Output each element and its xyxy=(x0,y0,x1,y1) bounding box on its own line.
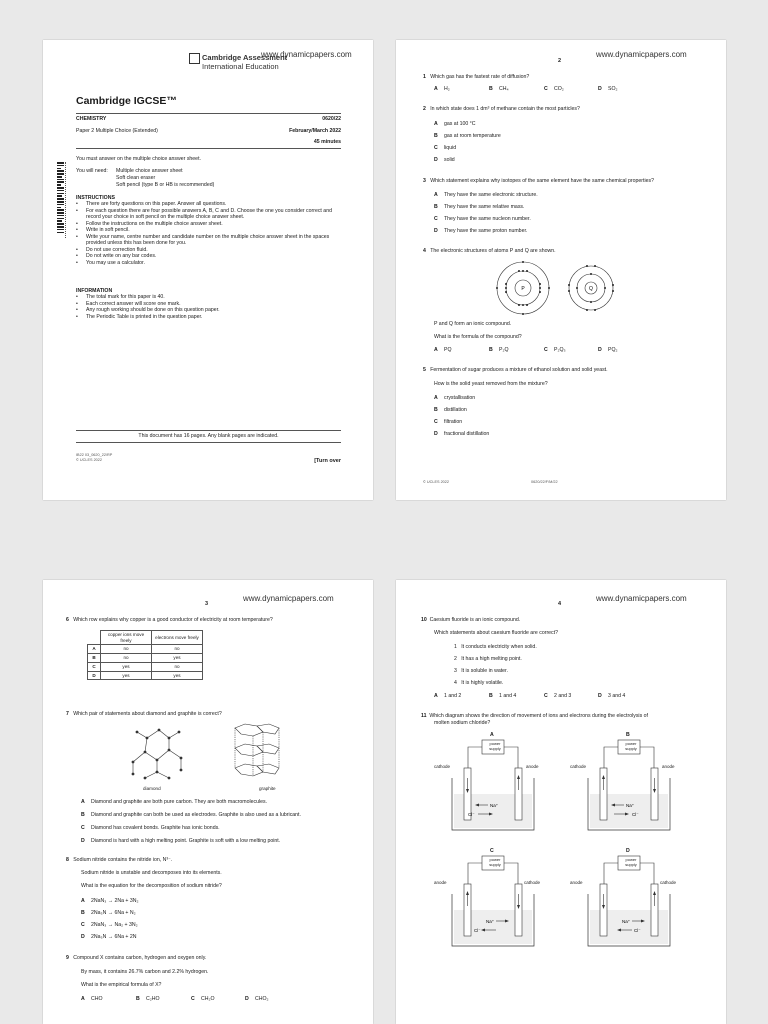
q10-question: Which statements about caesium fluoride are correct? xyxy=(434,630,558,636)
question-7: 7 Which pair of statements about diamond and graphite is correct? xyxy=(66,711,222,717)
q9-line: By mass, it contains 26.7% carbon and 2.2% hydrogen. xyxy=(81,969,209,975)
carbon-structures xyxy=(123,722,303,784)
option-d: D They have the same proton number. xyxy=(434,228,528,234)
org-line-1: Cambridge Assessment xyxy=(202,53,288,62)
table-row: A no no xyxy=(88,645,203,654)
q5-question: How is the solid yeast removed from the mixture? xyxy=(434,381,548,387)
statement: 1 It conducts electricity when solid. xyxy=(454,644,537,650)
electrolysis-diagram-c xyxy=(434,848,548,958)
question-11: 11 Which diagram shows the direction of movement of ions and electrons during the electrolysis of xyxy=(421,713,648,719)
atom-diagrams xyxy=(491,258,621,318)
shield-icon xyxy=(189,53,200,64)
instructions-list xyxy=(76,201,346,266)
need-label: You will need: xyxy=(76,168,108,174)
option-d: D CHO₂ xyxy=(245,996,269,1002)
session: February/March 2022 xyxy=(289,128,341,134)
paper-title: Paper 2 Multiple Choice (Extended) xyxy=(76,128,158,134)
footer-copyright: © UCLES 2022 xyxy=(76,458,103,462)
diagram-label: C xyxy=(490,848,494,854)
page-1 xyxy=(43,40,373,500)
electrode-label-left: cathode xyxy=(434,764,451,769)
footer-copyright: © UCLES 2022 xyxy=(423,480,450,484)
exam-title: Cambridge IGCSE™ xyxy=(76,95,177,107)
watermark: www.dynamicpapers.com xyxy=(596,594,687,603)
option-b: B gas at room temperature xyxy=(434,133,501,139)
option-d: D fractional distillation xyxy=(434,431,490,437)
option-a: A crystallisation xyxy=(434,395,476,401)
question-6: 6 Which row explains why copper is a good conductor of electricity at room temperature? xyxy=(66,617,273,623)
option-a: A Diamond and graphite are both pure carbon. They are both macromolecules. xyxy=(81,799,268,805)
atom-q-diagram xyxy=(568,265,614,311)
na-ion-label: Na⁺ xyxy=(622,919,631,924)
divider xyxy=(76,148,341,149)
footer-code: 0620/22/F/M/22 xyxy=(531,480,558,484)
diagram-label: A xyxy=(490,732,494,738)
option-a: A CHO xyxy=(81,996,103,1002)
divider xyxy=(76,430,341,431)
table-header: electrons move freely xyxy=(152,631,203,645)
option-a: A They have the same electronic structure. xyxy=(434,192,538,198)
footer-code: IB22 03_0620_22/RP xyxy=(76,453,113,457)
option-a: A PQ xyxy=(434,347,452,353)
option-c: C 2 and 3 xyxy=(544,693,572,699)
table-row: B no yes xyxy=(88,654,203,663)
need-item: Multiple choice answer sheet xyxy=(116,168,183,174)
electrode-label-right: cathode xyxy=(524,880,541,885)
electrode-label-right: cathode xyxy=(660,880,677,885)
need-item: Soft clean eraser xyxy=(116,175,156,181)
electrolysis-cell xyxy=(438,738,548,838)
graphite-label: graphite xyxy=(259,786,276,791)
information-item: • The total mark for this paper is 40. xyxy=(76,294,346,301)
question-10: 10 Caesium fluoride is an ionic compound. xyxy=(421,617,521,623)
question-2: 2 In which state does 1 dm³ of methane contain the most particles? xyxy=(423,106,580,112)
cl-ion-label: Cl⁻ xyxy=(474,928,481,933)
table-header: copper ions move freely xyxy=(101,631,152,645)
option-d: D 2Na₃N → 6Na + 2N xyxy=(81,934,137,940)
statement: 3 It is soluble in water. xyxy=(454,668,508,674)
instruction-item: • For each question there are four possible answers A, B, C and D. Choose the one you consider correct and record your choice in soft pencil on the multiple choice answer sheet. xyxy=(76,208,346,221)
option-c: C They have the same nucleon number. xyxy=(434,216,531,222)
diamond-label: diamond xyxy=(143,786,161,791)
org-line-2: International Education xyxy=(202,62,279,71)
information-item: • The Periodic Table is printed in the question paper. xyxy=(76,314,346,321)
q8-question: What is the equation for the decomposition of sodium nitride? xyxy=(81,883,222,889)
question-5: 5 Fermentation of sugar produces a mixture of ethanol solution and solid yeast. xyxy=(423,367,608,373)
watermark: www.dynamicpapers.com xyxy=(243,594,334,603)
diamond-structure xyxy=(132,729,182,779)
electrode-label-right: anode xyxy=(526,764,539,769)
option-b: B 2Na₃N → 6Na + N₂ xyxy=(81,910,136,916)
divider xyxy=(76,442,341,443)
atom-q-label: Q xyxy=(589,286,593,292)
na-ion-label: Na⁺ xyxy=(626,803,635,808)
instruction-item: • Write your name, centre number and candidate number on the multiple choice answer sheet in the spaces provided unless this has been done for you. xyxy=(76,234,346,247)
instruction-item: • Do not write on any bar codes. xyxy=(76,253,346,260)
instruction-item: • Write in soft pencil. xyxy=(76,227,346,234)
subject: CHEMISTRY xyxy=(76,116,107,122)
option-d: D solid xyxy=(434,157,455,163)
pages-note: This document has 16 pages. Any blank pages are indicated. xyxy=(138,433,279,439)
option-d: D SO₂ xyxy=(598,86,618,92)
power-supply-label: power supply xyxy=(489,857,501,867)
electrode-label-right: anode xyxy=(662,764,675,769)
option-b: B CH₄ xyxy=(489,86,509,92)
option-b: B 1 and 4 xyxy=(489,693,517,699)
power-supply-label: power supply xyxy=(489,741,501,751)
page-number: 4 xyxy=(558,601,562,607)
option-b: B P₂Q xyxy=(489,347,509,353)
need-item: Soft pencil (type B or HB is recommended) xyxy=(116,182,215,188)
electrode-label-left: cathode xyxy=(570,764,587,769)
atom-p-label: P xyxy=(521,286,525,292)
barcode xyxy=(57,162,64,234)
page-number: 2 xyxy=(558,58,562,64)
option-d: D Diamond is hard with a high melting point. Graphite is soft with a low melting point. xyxy=(81,838,281,844)
information-item: • Any rough working should be done on this question paper. xyxy=(76,307,346,314)
question-11-cont: molten sodium chloride? xyxy=(434,720,491,726)
graphite-structure xyxy=(235,724,279,776)
instruction-item: • There are forty questions on this paper. Answer all questions. xyxy=(76,201,346,208)
electrolysis-cell xyxy=(574,738,684,838)
diagram-label: B xyxy=(626,732,630,738)
cl-ion-label: Cl⁻ xyxy=(634,928,641,933)
electrolysis-cell xyxy=(438,854,548,954)
instruction-item: • Follow the instructions on the multiple choice answer sheet. xyxy=(76,221,346,228)
divider xyxy=(76,113,341,114)
q8-line: Sodium nitride is unstable and decomposes into its elements. xyxy=(81,870,222,876)
page-number: 3 xyxy=(205,601,209,607)
electrolysis-diagram-d xyxy=(570,848,684,958)
option-a: A H₂ xyxy=(434,86,450,92)
electrode-label-left: anode xyxy=(434,880,447,885)
table-row: C yes no xyxy=(88,662,203,671)
statement: 2 It has a high melting point. xyxy=(454,656,522,662)
duration: 45 minutes xyxy=(313,139,341,145)
question-3: 3 Which statement explains why isotopes of the same element have the same chemical properties? xyxy=(423,178,654,184)
option-c: C CO₂ xyxy=(544,86,564,92)
cl-ion-label: Cl⁻ xyxy=(632,812,639,817)
barcode-numbers xyxy=(65,162,68,238)
option-a: A 2NaN₃ → 2Na + 3N₂ xyxy=(81,898,139,904)
diagram-label: D xyxy=(626,848,630,854)
question-8: 8 Sodium nitride contains the nitride ion, N³⁻. xyxy=(66,857,173,863)
page-3 xyxy=(43,580,373,1024)
information-title: INFORMATION xyxy=(76,288,113,294)
option-d: D PQ₂ xyxy=(598,347,618,353)
q4-question: What is the formula of the compound? xyxy=(434,334,522,340)
cl-ion-label: Cl⁻ xyxy=(468,812,475,817)
na-ion-label: Na⁺ xyxy=(490,803,499,808)
question-9: 9 Compound X contains carbon, hydrogen and oxygen only. xyxy=(66,955,207,961)
q6-table xyxy=(87,630,203,680)
power-supply-label: power supply xyxy=(625,741,637,751)
statement: 4 It is highly volatile. xyxy=(454,680,504,686)
information-item: • Each correct answer will score one mark. xyxy=(76,301,346,308)
table-row: D yes yes xyxy=(88,671,203,680)
instruction-item: • You may use a calculator. xyxy=(76,260,346,267)
instructions-title: INSTRUCTIONS xyxy=(76,195,115,201)
option-d: D 3 and 4 xyxy=(598,693,626,699)
watermark: www.dynamicpapers.com xyxy=(261,50,352,59)
electrolysis-diagram-b xyxy=(570,732,684,842)
option-c: C filtration xyxy=(434,419,463,425)
question-1: 1 Which gas has the fastest rate of diffusion? xyxy=(423,74,530,80)
turn-over: [Turn over xyxy=(314,458,341,464)
option-c: C 2NaN₃ → Na₂ + 3N₂ xyxy=(81,922,138,928)
information-list xyxy=(76,294,346,320)
option-c: C P₂Q₃ xyxy=(544,347,566,353)
q4-statement: P and Q form an ionic compound. xyxy=(434,321,512,327)
atom-p-diagram xyxy=(496,261,550,315)
answer-note: You must answer on the multiple choice answer sheet. xyxy=(76,156,201,162)
watermark: www.dynamicpapers.com xyxy=(596,50,687,59)
option-c: C liquid xyxy=(434,145,457,151)
option-b: B Diamond and graphite can both be used as electrodes. Graphite is also used as a lubricant. xyxy=(81,812,301,818)
power-supply-label: power supply xyxy=(625,857,637,867)
option-a: A 1 and 2 xyxy=(434,693,462,699)
na-ion-label: Na⁺ xyxy=(486,919,495,924)
option-a: A gas at 100 °C xyxy=(434,121,476,127)
option-c: C Diamond has covalent bonds. Graphite has ionic bonds. xyxy=(81,825,220,831)
question-4: 4 The electronic structures of atoms P and Q are shown. xyxy=(423,248,556,254)
paper-code: 0620/22 xyxy=(322,116,341,122)
q9-question: What is the empirical formula of X? xyxy=(81,982,162,988)
page-4 xyxy=(396,580,726,1024)
electrode-label-left: anode xyxy=(570,880,583,885)
option-b: B distillation xyxy=(434,407,467,413)
option-b: B They have the same relative mass. xyxy=(434,204,525,210)
option-b: B C₂HO xyxy=(136,996,160,1002)
instruction-item: • Do not use correction fluid. xyxy=(76,247,346,254)
option-c: C CH₂O xyxy=(191,996,215,1002)
page-2 xyxy=(396,40,726,500)
electrolysis-diagram-a xyxy=(434,732,548,842)
electrolysis-cell xyxy=(574,854,684,954)
